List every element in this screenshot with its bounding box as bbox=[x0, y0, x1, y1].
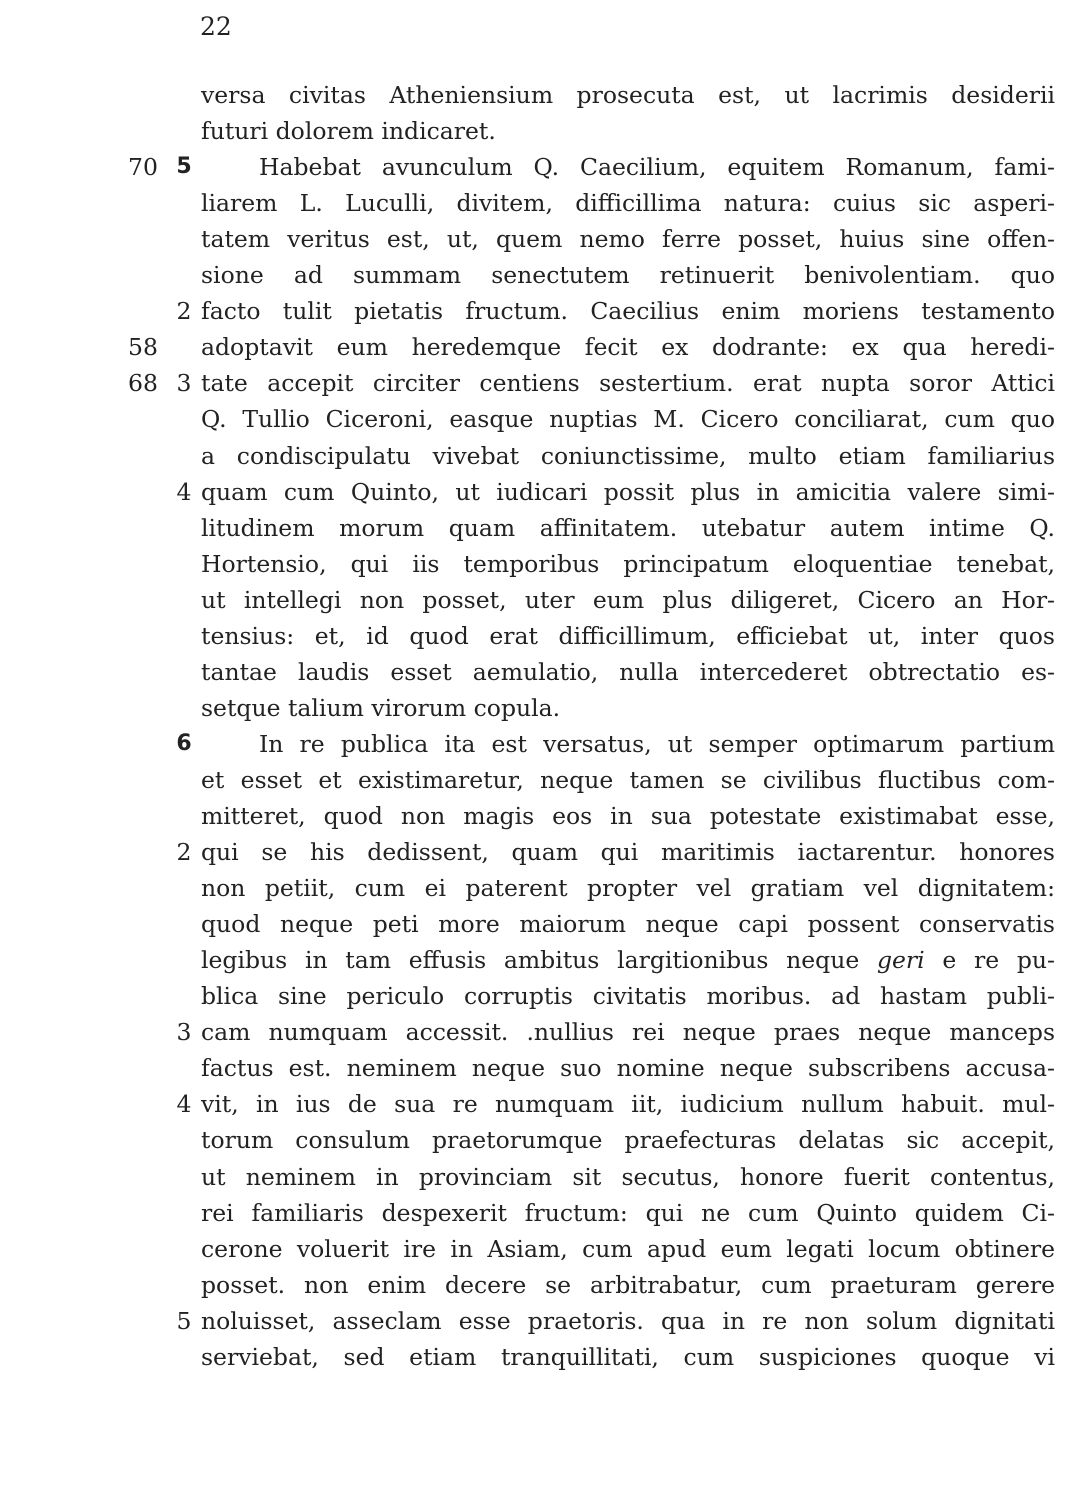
line-text: vit, in ius de sua re numquam iit, iudicium nullum habuit. mul- bbox=[201, 1090, 1055, 1119]
text-line bbox=[0, 1303, 1083, 1339]
text-line bbox=[0, 474, 1083, 510]
text-line bbox=[0, 510, 1083, 546]
line-text: quam cum Quinto, ut iudicari possit plus in amicitia valere simi- bbox=[201, 477, 1055, 506]
line-text: serviebat, sed etiam tranquillitati, cum suspiciones quoque vi bbox=[201, 1342, 1055, 1371]
text-line bbox=[0, 546, 1083, 582]
section-number: 6 bbox=[176, 730, 192, 756]
text-line bbox=[0, 1159, 1083, 1195]
text-line bbox=[0, 257, 1083, 293]
line-text: rei familiaris despexerit fructum: qui ne cum Quinto quidem Ci- bbox=[201, 1198, 1055, 1227]
text-line bbox=[0, 1267, 1083, 1303]
text-line bbox=[0, 726, 1083, 762]
line-text: non petiit, cum ei paterent propter vel gratiam vel dignitatem: bbox=[201, 874, 1055, 903]
line-text: posset. non enim decere se arbitrabatur, cum praeturam gerere bbox=[201, 1270, 1055, 1299]
line-text: noluisset, asseclam esse praetoris. qua in re non solum dignitati bbox=[201, 1306, 1055, 1335]
text-line bbox=[0, 365, 1083, 401]
line-text: facto tulit pietatis fructum. Caecilius enim moriens testamento bbox=[201, 297, 1055, 326]
line-text: Hortensio, qui iis temporibus principatum eloquentiae tenebat, bbox=[201, 549, 1055, 578]
text-line bbox=[0, 618, 1083, 654]
margin-reference-number: 58 bbox=[128, 333, 158, 362]
subsection-number: 4 bbox=[176, 477, 192, 506]
line-text: blica sine periculo corruptis civitatis moribus. ad hastam publi- bbox=[201, 982, 1055, 1011]
text-line bbox=[0, 582, 1083, 618]
line-text: In re publica ita est versatus, ut semper optimarum partium bbox=[259, 729, 1055, 758]
margin-reference-number: 68 bbox=[128, 369, 158, 398]
line-text: litudinem morum quam affinitatem. utebatur autem intime Q. bbox=[201, 513, 1055, 542]
text-line bbox=[0, 942, 1083, 978]
section-number: 5 bbox=[176, 154, 192, 180]
text-line bbox=[0, 1195, 1083, 1231]
subsection-number: 2 bbox=[176, 297, 192, 326]
subsection-number: 4 bbox=[176, 1090, 192, 1119]
text-line bbox=[0, 77, 1083, 113]
line-text: adoptavit eum heredemque fecit ex dodrante: ex qua heredi- bbox=[201, 333, 1055, 362]
line-text: futuri dolorem indicaret. bbox=[201, 117, 496, 146]
line-text: legibus in tam effusis ambitus largitionibus neque geri e re pu- bbox=[201, 946, 1055, 975]
line-text: quod neque peti more maiorum neque capi possent conservatis bbox=[201, 910, 1055, 939]
text-line bbox=[0, 654, 1083, 690]
line-text: qui se his dedissent, quam qui maritimis iactarentur. honores bbox=[201, 838, 1055, 867]
line-text: liarem L. Luculli, divitem, difficillima natura: cuius sic asperi- bbox=[201, 189, 1055, 218]
text-line bbox=[0, 1231, 1083, 1267]
text-line bbox=[0, 221, 1083, 257]
subsection-number: 5 bbox=[176, 1306, 192, 1335]
text-line bbox=[0, 401, 1083, 437]
line-text: tantae laudis esset aemulatio, nulla intercederet obtrectatio es- bbox=[201, 657, 1055, 686]
page-number: 22 bbox=[200, 12, 232, 41]
text-line bbox=[0, 690, 1083, 726]
line-text: tensius: et, id quod erat difficillimum, efficiebat ut, inter quos bbox=[201, 621, 1055, 650]
line-text: cerone voluerit ire in Asiam, cum apud eum legati locum obtinere bbox=[201, 1234, 1055, 1263]
line-text: tatem veritus est, ut, quem nemo ferre posset, huius sine offen- bbox=[201, 225, 1055, 254]
line-text: cam numquam accessit. .nullius rei neque praes neque manceps bbox=[201, 1018, 1055, 1047]
italic-word: geri bbox=[876, 946, 925, 975]
text-line bbox=[0, 149, 1083, 185]
text-line bbox=[0, 293, 1083, 329]
text-line bbox=[0, 438, 1083, 474]
text-line bbox=[0, 1122, 1083, 1158]
text-line bbox=[0, 113, 1083, 149]
text-line bbox=[0, 834, 1083, 870]
text-line bbox=[0, 798, 1083, 834]
text-line bbox=[0, 906, 1083, 942]
line-text: et esset et existimaretur, neque tamen se civilibus fluctibus com- bbox=[201, 765, 1055, 794]
line-text: torum consulum praetorumque praefecturas delatas sic accepit, bbox=[201, 1126, 1055, 1155]
text-line bbox=[0, 870, 1083, 906]
line-text: Q. Tullio Ciceroni, easque nuptias M. Cicero conciliarat, cum quo bbox=[201, 405, 1055, 434]
text-line bbox=[0, 1086, 1083, 1122]
text-line bbox=[0, 329, 1083, 365]
line-text: setque talium virorum copula. bbox=[201, 693, 561, 722]
text-line bbox=[0, 978, 1083, 1014]
text-line bbox=[0, 1014, 1083, 1050]
line-text: a condiscipulatu vivebat coniunctissime, multo etiam familiarius bbox=[201, 441, 1055, 470]
subsection-number: 3 bbox=[176, 369, 192, 398]
margin-reference-number: 70 bbox=[128, 153, 158, 182]
subsection-number: 3 bbox=[176, 1018, 192, 1047]
text-line bbox=[0, 1050, 1083, 1086]
line-text: tate accepit circiter centiens sestertium. erat nupta soror Attici bbox=[201, 369, 1055, 398]
line-text: mitteret, quod non magis eos in sua potestate existimabat esse, bbox=[201, 802, 1055, 830]
subsection-number: 2 bbox=[176, 838, 192, 867]
line-text: factus est. neminem neque suo nomine neque subscribens accusa- bbox=[201, 1054, 1055, 1083]
line-text: ut intellegi non posset, uter eum plus diligeret, Cicero an Hor- bbox=[201, 585, 1055, 614]
line-text: ut neminem in provinciam sit secutus, honore fuerit contentus, bbox=[201, 1162, 1055, 1191]
text-line bbox=[0, 1339, 1083, 1375]
line-text: Habebat avunculum Q. Caecilium, equitem Romanum, fami- bbox=[259, 153, 1055, 182]
text-line bbox=[0, 185, 1083, 221]
line-text: versa civitas Atheniensium prosecuta est, ut lacrimis desiderii bbox=[201, 81, 1055, 109]
line-text: sione ad summam senectutem retinuerit benivolentiam. quo bbox=[201, 261, 1055, 290]
text-line bbox=[0, 762, 1083, 798]
